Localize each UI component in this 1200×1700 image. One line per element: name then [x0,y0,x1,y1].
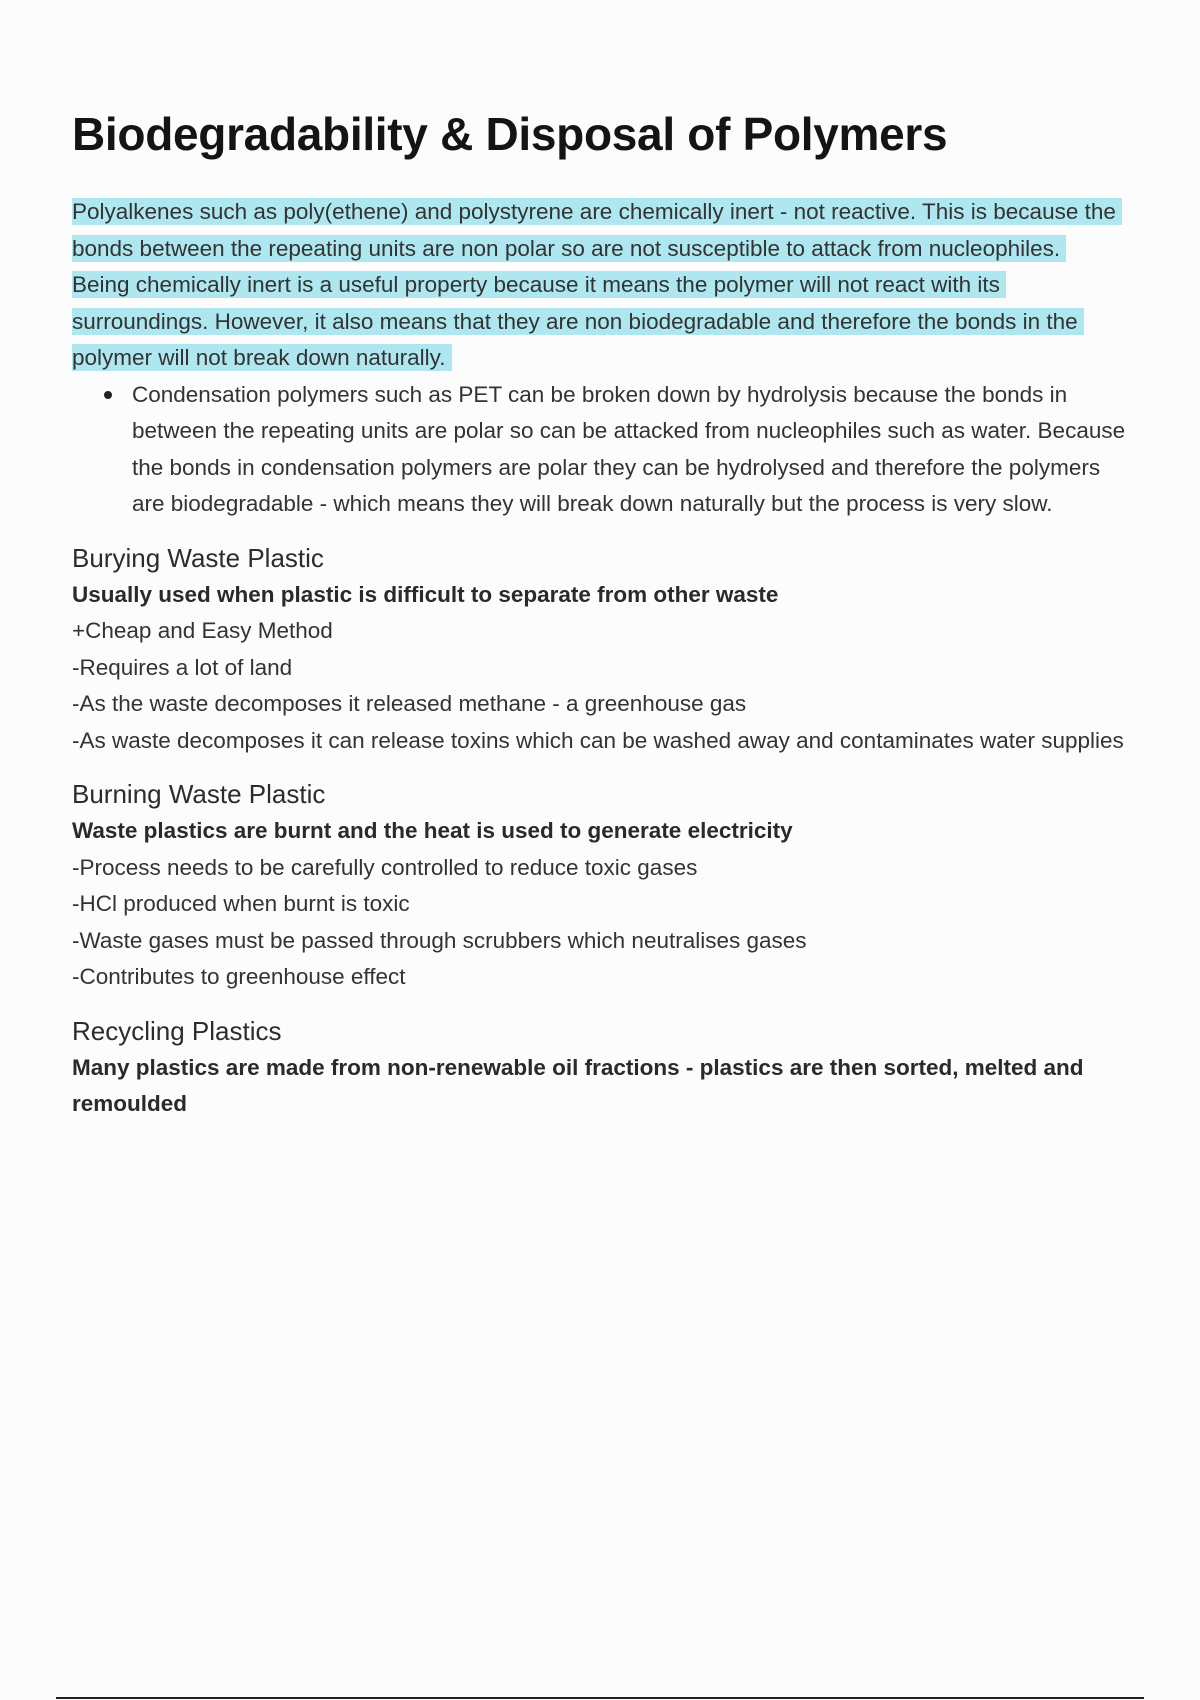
bullet-text: Condensation polymers such as PET can be broken down by hydrolysis because the bonds in between the repeating units are polar so can be attacked from nucleophiles such as water. Because the bonds in condensation polymers are polar they can be hydrolysed and therefore the polymers are biodegradable - which means they will break down naturally but the process is very slow. [132,381,1126,516]
section-recycling [72,1012,1128,1123]
section-line: -Contributes to greenhouse effect [72,964,406,989]
section-line: -As waste decomposes it can release toxins which can be washed away and contaminates water supplies [72,727,1124,753]
section-line: +Cheap and Easy Method [72,618,333,643]
section-heading: Recycling Plastics [72,1015,282,1046]
bullet-dot-icon [104,391,112,399]
section-subheading: Waste plastics are burnt and the heat is used to generate electricity [72,818,793,843]
section-heading: Burying Waste Plastic [72,542,324,573]
highlighted-text: Being chemically inert is a useful property because it means the polymer will not react with its surroundings. However, it also means that they are non biodegradable and therefore the bonds in the polymer will not break down naturally. [72,271,1084,371]
section-line: -HCl produced when burnt is toxic [72,891,410,916]
document-page [72,104,1128,1123]
highlighted-text: Polyalkenes such as poly(ethene) and polystyrene are chemically inert - not reactive. This is because the bonds between the repeating units are non polar so are not susceptible to attack from nucleophiles. [72,198,1122,262]
section-heading: Burning Waste Plastic [72,779,326,809]
section-line: -Requires a lot of land [72,654,293,680]
highlighted-paragraph [72,267,1128,377]
bullet-item [132,377,1128,523]
document-title: Biodegradability & Disposal of Polymers [72,108,948,160]
section-line: -Process needs to be carefully controlled to reduce toxic gases [72,854,698,880]
section-line: -As the waste decomposes it released methane - a greenhouse gas [72,691,747,716]
bottom-divider [56,1697,1144,1699]
highlighted-paragraph [72,194,1128,267]
highlighted-text-block [72,194,1128,377]
section-burying [72,539,1128,760]
section-subheading: Many plastics are made from non-renewable oil fractions - plastics are then sorted, melted and remoulded [72,1054,1084,1116]
section-subheading: Usually used when plastic is difficult to separate from other waste [72,581,779,607]
bullet-list [72,377,1128,523]
section-line: -Waste gases must be passed through scrubbers which neutralises gases [72,927,807,953]
section-burning [72,775,1128,996]
